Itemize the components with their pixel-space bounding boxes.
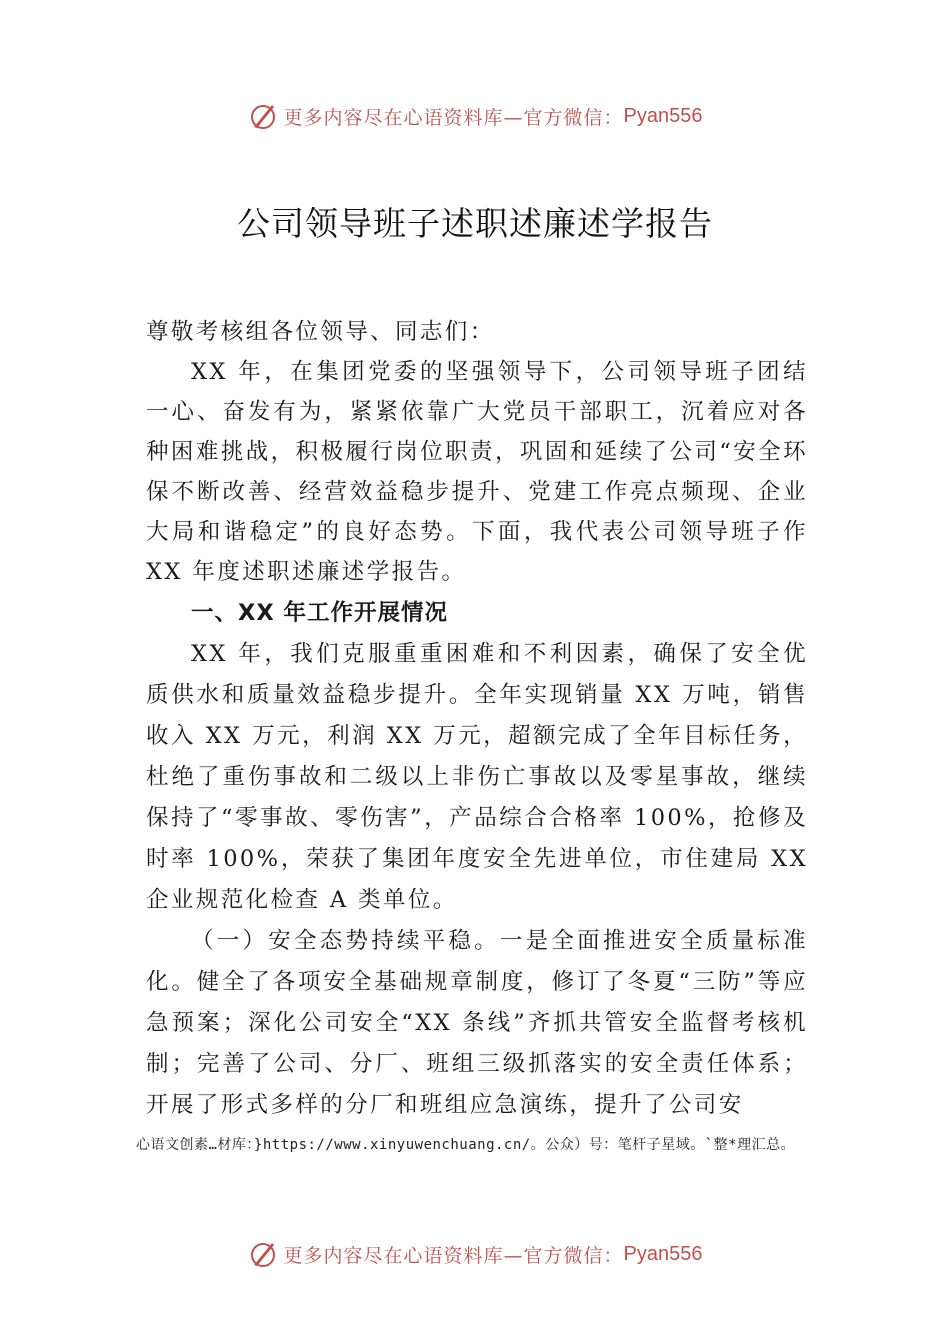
section-paragraph: XX 年，我们克服重重困难和不利因素，确保了安全优质供水和质量效益稳步提升。全年实现销量 XX 万吨，销售收入 XX 万元，利润 XX 万元，超额完成了全年目标任务，杜绝了重伤事故和二级以上非伤亡事故以及零星事故，继续保持了“零事故、零伤害”，产品综合合格率 100%，抢修及时率 100%，荣获了集团年度安全先进单位，市住建局 XX 企业规范化检查 A 类单位。: [146, 641, 808, 913]
banner-text: 更多内容尽在心语资料库—官方微信：: [283, 1244, 624, 1267]
banner-wechat-id: Pyan556: [623, 1242, 703, 1265]
salutation: 尊敬考核组各位领导、同志们：: [146, 319, 495, 345]
top-banner: [0, 94, 950, 138]
source-footnote: 心语文创素…材库：}https://www.xinyuwenchuang.cn/。公众）号：笔杆子星域。`整*理汇总。: [136, 1137, 796, 1153]
quill-logo-icon: [248, 101, 278, 131]
banner-text: 更多内容尽在心语资料库—官方微信：: [283, 106, 624, 129]
document-title: 公司领导班子述职述廉述学报告: [237, 204, 713, 243]
section-heading: 一、XX 年工作开展情况: [191, 600, 449, 626]
bottom-banner: [0, 1232, 950, 1276]
quill-logo-icon: [248, 1239, 278, 1269]
intro-paragraph: XX 年，在集团党委的坚强领导下，公司领导班子团结一心、奋发有为，紧紧依靠广大党员干部职工，沉着应对各种困难挑战，积极履行岗位职责，巩固和延续了公司“安全环保不断改善、经营效益稳步提升、党建工作亮点频现、企业大局和谐稳定”的良好态势。下面，我代表公司领导班子作 XX 年度述职述廉述学报告。: [146, 359, 808, 585]
document-body: [146, 312, 808, 1126]
banner-wechat-id: Pyan556: [623, 104, 703, 127]
subsection-paragraph: （一）安全态势持续平稳。一是全面推进安全质量标准化。健全了各项安全基础规章制度，修订了冬夏“三防”等应急预案；深化公司安全“XX 条线”齐抓共管安全监督考核机制；完善了公司、分厂、班组三级抓落实的安全责任体系；开展了形式多样的分厂和班组应急演练，提升了公司安: [146, 928, 808, 1118]
